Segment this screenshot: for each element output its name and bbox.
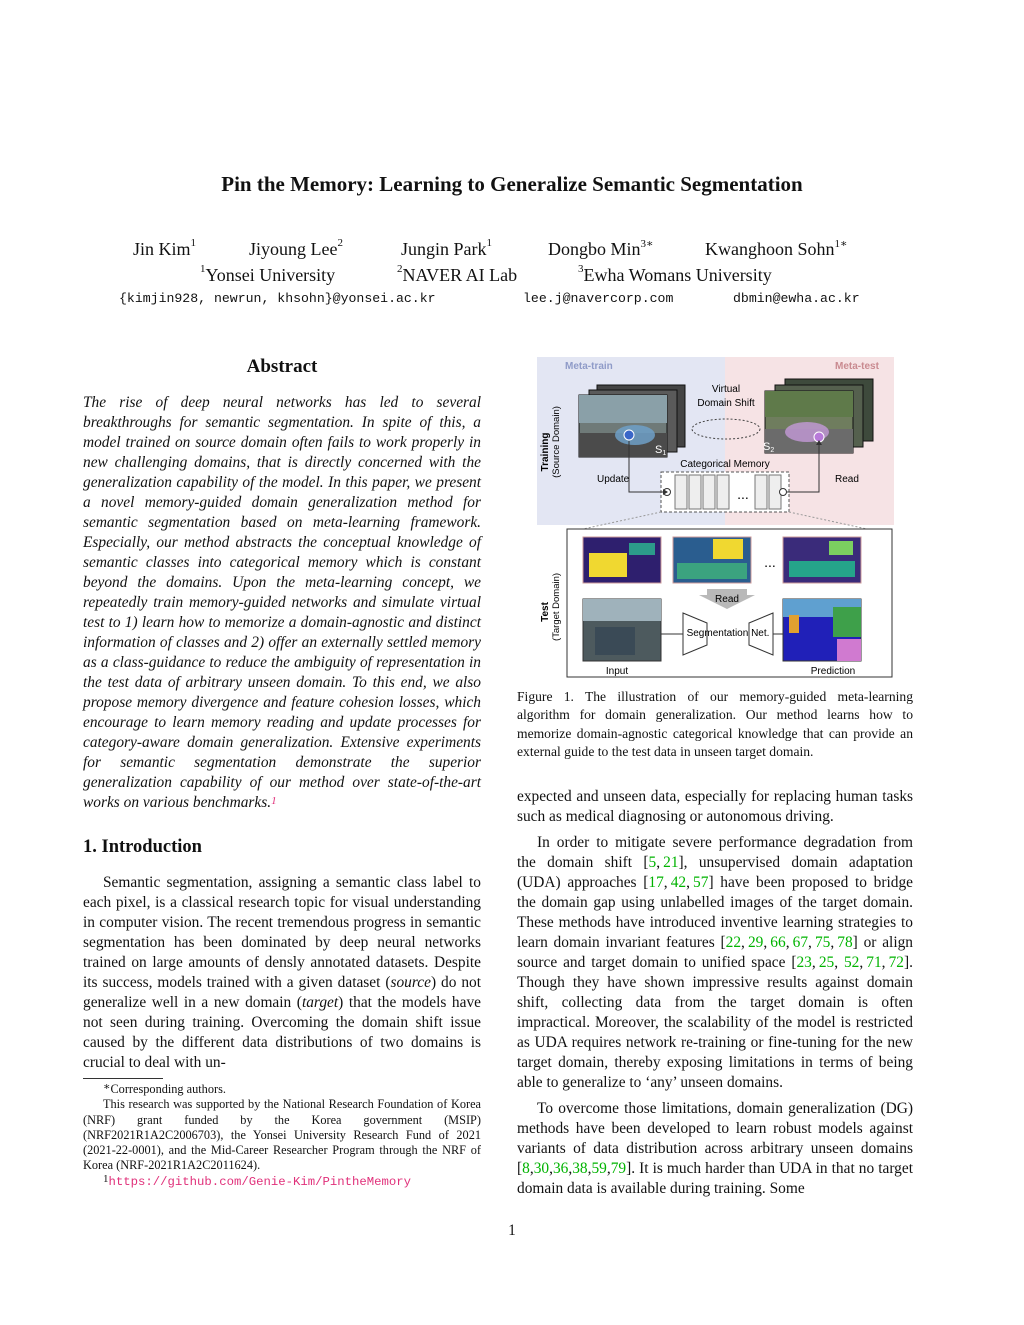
s1-label: S1 — [655, 444, 667, 457]
memory-slot-2 — [689, 475, 701, 509]
author-3: Jungin Park$^1$ — [401, 237, 492, 259]
prediction-sidewalk — [837, 639, 861, 661]
memory-map-1-hot — [589, 553, 627, 577]
memory-map-3-mid — [789, 561, 855, 577]
right-column-text — [517, 787, 913, 1205]
test-label: Test — [540, 602, 551, 622]
memory-slot-4 — [717, 475, 729, 509]
memory-slot-5 — [755, 475, 767, 509]
meta-test-label: Meta-test — [835, 361, 879, 372]
target-trees — [765, 391, 853, 417]
prediction-sign — [789, 615, 799, 633]
s2-label: S2 — [763, 441, 775, 454]
memory-map-2-mid — [677, 563, 747, 579]
memory-map-3-hot — [829, 541, 853, 555]
author-1: Jin Kim$^1$ — [133, 237, 197, 259]
categorical-memory-label: Categorical Memory — [680, 459, 770, 470]
seg-net-label: Segmentation Net. — [686, 628, 770, 639]
memory-map-2-hot — [713, 539, 743, 559]
test-read-label: Read — [715, 594, 739, 605]
memory-slot-3 — [703, 475, 715, 509]
training-label: Training — [540, 432, 551, 472]
abstract-text: The rise of deep neural networks has led to several breakthroughs for semantic segmentation. In spite of this, a model trained on source domain often fails to work properly in new challenging domains, that is directly concerned with the generalization capability of the model. In this paper, we present a novel memory-guided domain generalization method for semantic segmentation based on meta-learning framework. Especially, our method abstracts the conceptual knowledge of semantic classes into categorical memory which is constant beyond the domains. Upon the meta-learning concept, we repeatedly train memory-guided networks and simulate virtual test to 1) learn how to memorize a domain-agnostic and distinct information of classes and 2) offer an externally settled memory as a class-guidance to reduce the ambiguity of representation in the test data of arbitrary unseen domain. To this end, we also propose memory divergence and feature cohesion losses, which encourage to learn memory reading and update processes for category-aware domain generalization. Extensive experiments for semantic segmentation demonstrate the superior generalization capability of our method over state-of-the-art works on various benchmarks. — [83, 394, 481, 811]
footnote-funding: This research was supported by the National Research Foundation of Korea (NRF) grant funded by the Korea government (MSIP) (NRF2021R1A2C2006703), the Yonsei University Research Fund of 2021 (2021-22-0001), and the Mid-Career Researcher Program through the NRF of Korea (NRF-2021R1A2C2011624). — [83, 1097, 481, 1173]
input-car — [595, 627, 635, 655]
affiliation-3: $^3$Ewha Womans University — [578, 263, 772, 285]
author-4: Dongbo Min$^{3∗}$ — [548, 238, 654, 259]
memory-out-node — [780, 489, 787, 496]
memory-dots: ... — [737, 486, 749, 502]
intro-paragraph-1-cont: expected and unseen data, especially for replacing human tasks such as medical diagnosing or autonomous driving. — [517, 788, 913, 825]
footnote-github-link[interactable]: https://github.com/Genie-Kim/PintheMemory — [108, 1174, 412, 1189]
intro-paragraph-1: Semantic segmentation, assigning a semantic class label to each pixel, is a classical research topic for visual understanding in computer vision. The recent tremendous progress in semantic segmentation has been dominated by deep neural networks trained on large amounts of densly annotated datasets. Despite its success, models trained with a given dataset (source) do not generalize well in a new domain (target) that the models have not seen during training. Overcoming the domain shift issue caused by the different data distributions of two domains is crucial to deal with un- — [83, 874, 481, 1071]
email-3: dbmin@ewha.ac.kr — [733, 291, 860, 306]
read-label: Read — [835, 474, 859, 485]
target-domain-label: (Target Domain) — [551, 572, 562, 642]
footnote-rule — [83, 1078, 163, 1079]
input-label: Input — [605, 666, 629, 677]
meta-train-label: Meta-train — [565, 361, 613, 372]
affiliation-2: $^2$NAVER AI Lab — [397, 263, 518, 285]
email-2: lee.j@navercorp.com — [523, 291, 674, 306]
author-2: Jiyoung Lee$^2$ — [249, 237, 343, 259]
update-label: Update — [597, 474, 630, 485]
page-number: 1 — [508, 1222, 516, 1239]
abstract-heading: Abstract — [246, 356, 318, 377]
author-5: Kwanghoon Sohn$^{1∗}$ — [705, 238, 848, 259]
affiliation-1: $^1$Yonsei University — [200, 263, 336, 285]
memory-slot-1 — [675, 475, 687, 509]
abstract-footnote-mark[interactable]: 1 — [271, 795, 277, 807]
prediction-vegetation — [833, 607, 861, 637]
maps-dots: ... — [764, 554, 776, 570]
prediction-label: Prediction — [810, 666, 856, 677]
abstract-body — [83, 393, 481, 813]
footnotes: ∗Corresponding authors. This research was supported by the National Research Foundation of Korea (NRF) grant funded by the Korea government (MSIP) (NRF2021R1A2C2006703), the Yonsei University Research Fund of 2021 (2021-22-0001), and the Mid-Career Researcher Program through the NRF of Korea (NRF-2021R1A2C2011624). $^1$https://github.com/Genie-Kim/PintheMemory — [83, 1081, 481, 1189]
source-node — [624, 430, 634, 440]
source-domain-label: (Source Domain) — [551, 406, 562, 478]
footnote-corresponding: Corresponding authors. — [110, 1082, 226, 1096]
figure-1 — [537, 357, 894, 680]
intro-paragraph-2: In order to mitigate severe performance degradation from the domain shift [5, 21], unsupervised domain adaptation (UDA) approaches [17, 42, 57] have been proposed to bridge the domain gap using unlabelled images of the target domain. These methods have introduced inventive learning strategies to learn domain invariant features [22, 29, 66, 67, 75, 78] or align source and target domain to unified space [23, 25, 52, 71, 72]. Though they have shown impressive results against domain shift, collecting data from the target domain is often impractical. Moreover, the scalability of the model is restricted as UDA requires network re-training or fine-tuning for the new target domain, thereby exposing limitations in terms of being able to generalize to ‘any’ unseen domains. — [517, 834, 913, 1091]
section-heading-introduction: 1. Introduction — [83, 837, 202, 857]
virtual-label: Virtual — [711, 384, 741, 395]
input-sky — [583, 599, 661, 621]
memory-map-1-mid — [629, 543, 655, 555]
intro-paragraph-3: To overcome those limitations, domain generalization (DG) methods have been developed to learn robust models against variants of data distribution across arbitrary unseen domains [8,30,36,38,59,79]. It is much harder than UDA in that no target domain data is available during training. Some — [517, 1100, 913, 1197]
source-sky — [579, 395, 667, 423]
paper-title: Pin the Memory: Learning to Generalize Semantic Segmentation — [221, 172, 803, 196]
source-car-highlight — [615, 425, 655, 445]
figure-1-caption: Figure 1. The illustration of our memory-guided meta-learning algorithm for domain generalization. Our method learns how to memorize domain-agnostic categorical knowledge that can provide an external guide to the test data in unseen target domain. — [517, 689, 913, 759]
domain-shift-label: Domain Shift — [697, 398, 755, 409]
email-1: {kimjin928, newrun, khsohn}@yonsei.ac.kr — [119, 291, 436, 306]
